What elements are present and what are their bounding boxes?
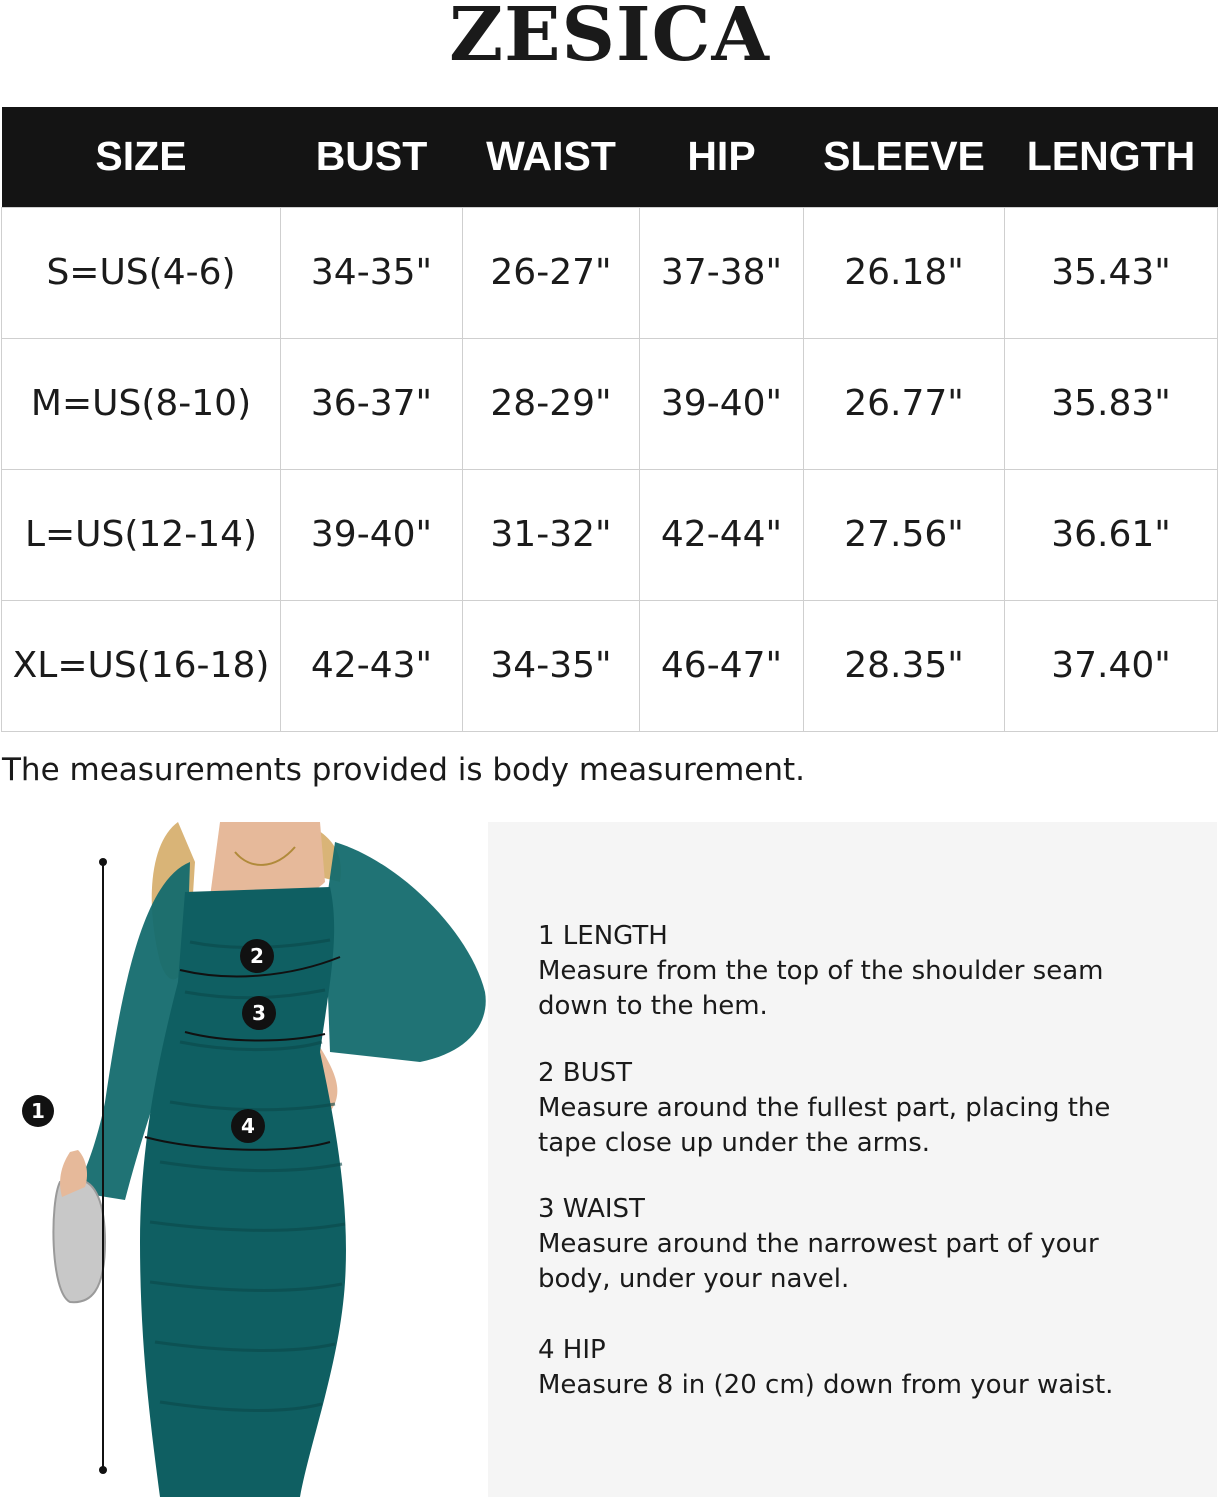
header-sleeve: SLEEVE bbox=[804, 107, 1005, 207]
guide-item-waist bbox=[538, 1191, 1188, 1297]
table-row bbox=[2, 338, 1218, 469]
model-figure bbox=[0, 822, 488, 1497]
cell-waist: 34-35" bbox=[463, 600, 640, 731]
right-sleeve-shape bbox=[325, 842, 486, 1062]
guide-heading: 4 HIP bbox=[538, 1335, 606, 1365]
cell-bust: 42-43" bbox=[281, 600, 463, 731]
cell-bust: 36-37" bbox=[281, 338, 463, 469]
table-row bbox=[2, 600, 1218, 731]
guide-heading: 2 BUST bbox=[538, 1058, 633, 1088]
cell-hip: 46-47" bbox=[640, 600, 804, 731]
header-size: SIZE bbox=[2, 107, 281, 207]
guide-text: Measure from the top of the shoulder seam down to the hem. bbox=[538, 956, 1104, 1021]
marker-label: 3 bbox=[252, 1001, 266, 1025]
header-hip: HIP bbox=[640, 107, 804, 207]
guide-item-length bbox=[538, 918, 1188, 1024]
table-row bbox=[2, 469, 1218, 600]
table-row bbox=[2, 207, 1218, 338]
cell-length: 35.43" bbox=[1005, 207, 1218, 338]
marker-hip bbox=[231, 1109, 265, 1143]
cell-size: XL=US(16-18) bbox=[2, 600, 281, 731]
guide-heading: 3 WAIST bbox=[538, 1194, 645, 1224]
length-line-endpoint bbox=[99, 858, 107, 866]
guide-text: Measure around the fullest part, placing the tape close up under the arms. bbox=[538, 1093, 1111, 1158]
brand-logo: ZESICA bbox=[449, 0, 770, 78]
cell-sleeve: 26.18" bbox=[804, 207, 1005, 338]
marker-label: 4 bbox=[241, 1114, 255, 1138]
measurement-note: The measurements provided is body measurement. bbox=[2, 752, 806, 788]
model-illustration bbox=[0, 822, 488, 1497]
header-waist: WAIST bbox=[463, 107, 640, 207]
guide-text: Measure 8 in (20 cm) down from your waist. bbox=[538, 1370, 1114, 1400]
guide-text: Measure around the narrowest part of your body, under your navel. bbox=[538, 1229, 1099, 1294]
table-header-row bbox=[2, 107, 1218, 207]
guide-item-hip bbox=[538, 1332, 1188, 1403]
marker-label: 2 bbox=[250, 944, 264, 968]
marker-bust bbox=[240, 939, 274, 973]
header-length: LENGTH bbox=[1005, 107, 1218, 207]
cell-size: S=US(4-6) bbox=[2, 207, 281, 338]
cell-waist: 28-29" bbox=[463, 338, 640, 469]
size-chart-table bbox=[1, 107, 1218, 732]
marker-waist bbox=[242, 996, 276, 1030]
cell-length: 36.61" bbox=[1005, 469, 1218, 600]
length-line-endpoint bbox=[99, 1466, 107, 1474]
measurement-guide-panel bbox=[488, 822, 1217, 1497]
cell-hip: 39-40" bbox=[640, 338, 804, 469]
cell-length: 35.83" bbox=[1005, 338, 1218, 469]
guide-heading: 1 LENGTH bbox=[538, 921, 668, 951]
cell-waist: 31-32" bbox=[463, 469, 640, 600]
cell-sleeve: 28.35" bbox=[804, 600, 1005, 731]
cell-sleeve: 26.77" bbox=[804, 338, 1005, 469]
clutch-bag-shape bbox=[53, 1180, 105, 1302]
cell-size: M=US(8-10) bbox=[2, 338, 281, 469]
cell-bust: 34-35" bbox=[281, 207, 463, 338]
header-bust: BUST bbox=[281, 107, 463, 207]
cell-bust: 39-40" bbox=[281, 469, 463, 600]
cell-hip: 42-44" bbox=[640, 469, 804, 600]
marker-label: 1 bbox=[31, 1099, 45, 1123]
cell-length: 37.40" bbox=[1005, 600, 1218, 731]
cell-sleeve: 27.56" bbox=[804, 469, 1005, 600]
cell-waist: 26-27" bbox=[463, 207, 640, 338]
guide-item-bust bbox=[538, 1055, 1188, 1161]
cell-hip: 37-38" bbox=[640, 207, 804, 338]
marker-length bbox=[22, 1095, 54, 1127]
cell-size: L=US(12-14) bbox=[2, 469, 281, 600]
